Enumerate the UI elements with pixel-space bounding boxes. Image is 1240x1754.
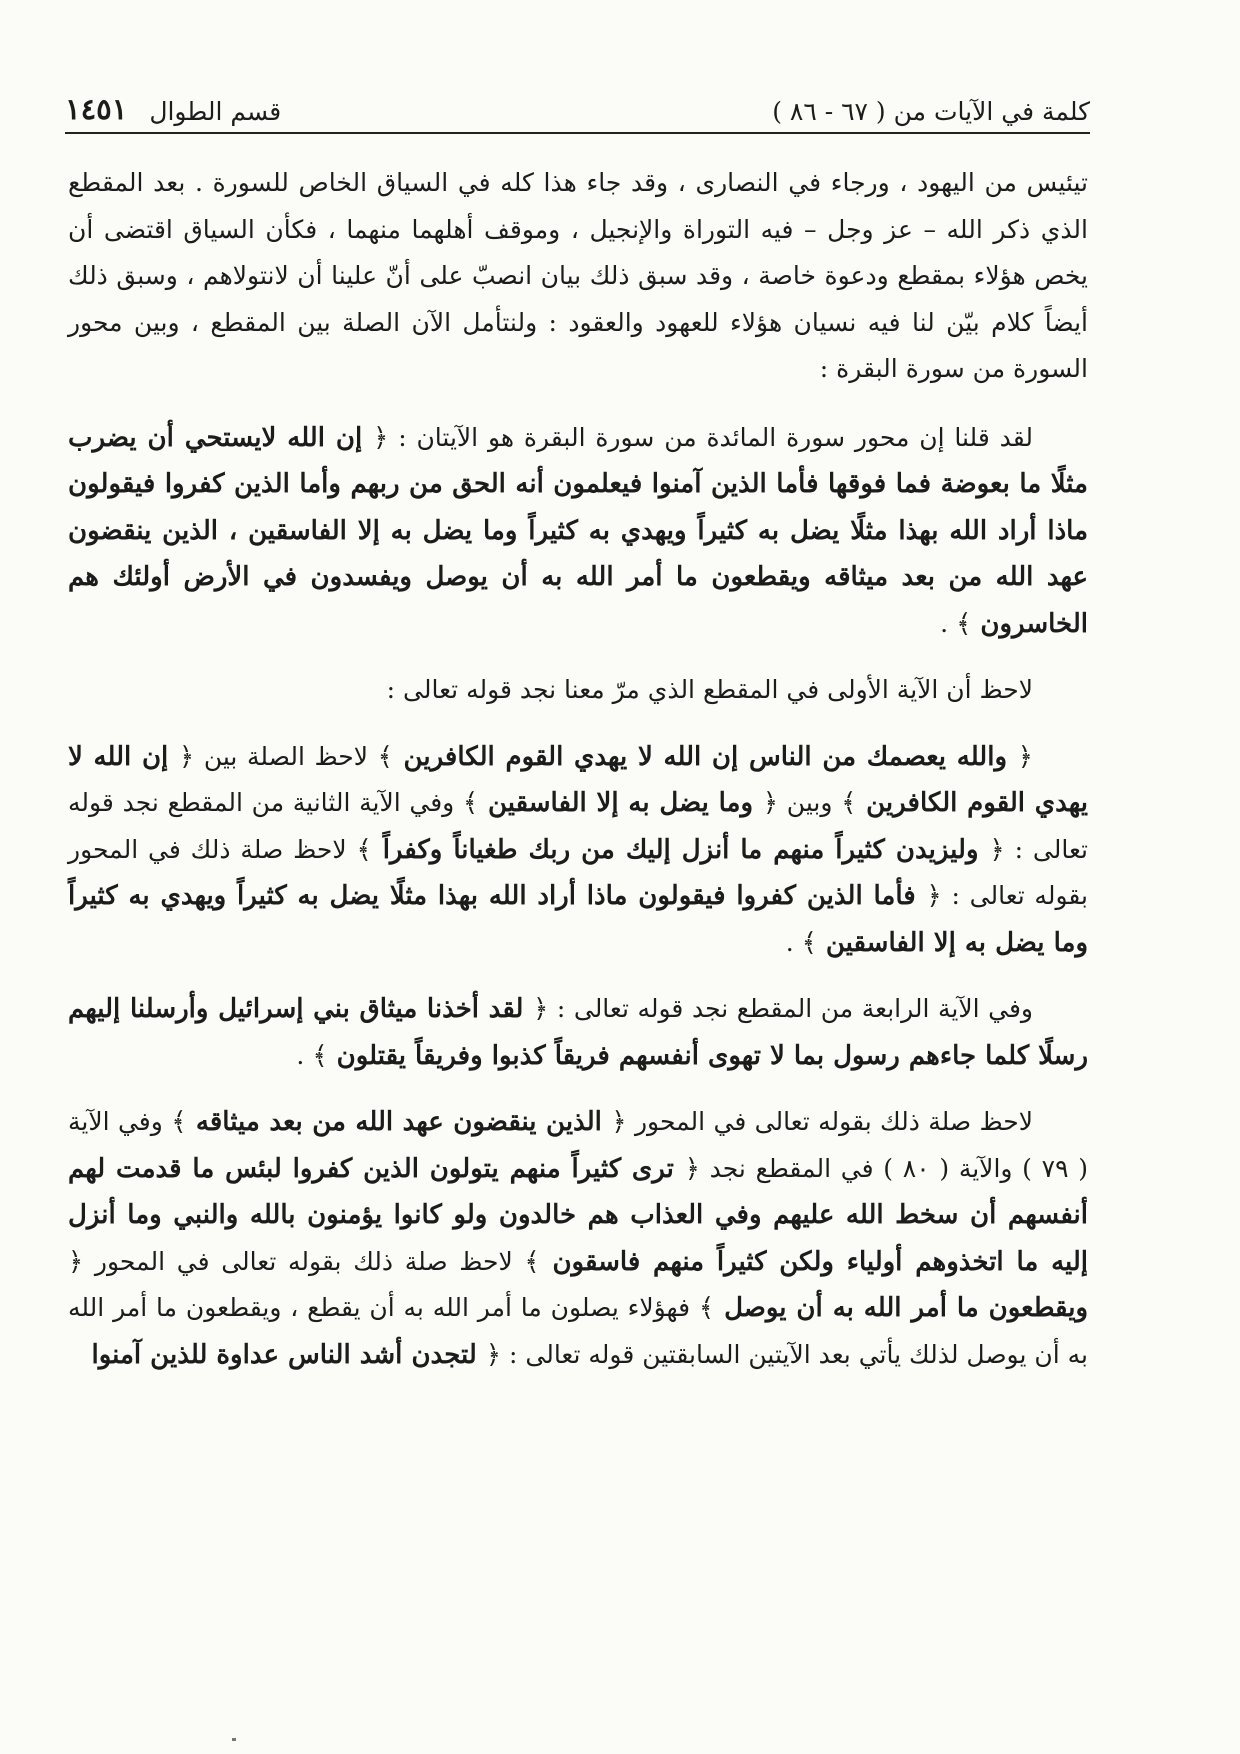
page-number: ١٤٥١ <box>65 92 128 126</box>
ornate-bracket-open: ﴿ <box>1017 741 1033 772</box>
ornate-bracket-close: ﴾ <box>312 1040 328 1071</box>
quran-verse: ﴿ لقد أخذنا ميثاق بني إسرائيل وأرسلنا إليهم رسلًا كلما جاءهم رسول بما لا تهوى أنفسهم فريقاً كذبوا وفريقاً يقتلون ﴾ <box>68 994 1088 1071</box>
running-title: كلمة في الآيات من ( ٦٧ - ٨٦ ) <box>772 97 1090 126</box>
ornate-bracket-close: ﴾ <box>956 608 972 639</box>
ornate-bracket-open: ﴿ <box>373 422 389 453</box>
body-text: وبين <box>778 788 842 817</box>
ornate-bracket-open: ﴿ <box>485 1339 502 1370</box>
body-text: وفي الآية الثانية من المقطع نجد قوله تعالى : <box>68 788 1088 864</box>
ornate-bracket-open: ﴿ <box>611 1107 627 1137</box>
page-header <box>65 82 1090 126</box>
quran-verse: ﴿ وليزيدن كثيراً منهم ما أنزل إليك من ربك طغياناً وكفراً ﴾ <box>356 834 1005 865</box>
ornate-bracket-close: ﴾ <box>377 741 393 772</box>
ornate-bracket-close: ﴾ <box>841 788 857 818</box>
ornate-bracket-close: ﴾ <box>698 1293 715 1323</box>
page-body <box>68 160 1088 1398</box>
body-text: لاحظ أن الآية الأولى في المقطع الذي مرّ معنا نجد قوله تعالى : <box>386 675 1033 704</box>
body-text: لاحظ صلة ذلك بقوله تعالى في المحور <box>83 1246 525 1276</box>
ornate-bracket-open: ﴿ <box>989 834 1005 865</box>
paragraph-5 <box>68 986 1088 1079</box>
paragraph-1 <box>68 160 1088 393</box>
ornate-bracket-open: ﴿ <box>68 1246 84 1277</box>
body-text: لاحظ الصلة بين <box>194 741 378 771</box>
ornate-bracket-close: ﴾ <box>171 1107 187 1137</box>
body-text: تيئيس من اليهود ، ورجاء في النصارى ، وقد جاء هذا كله في السياق الخاص للسورة . بعد المقطع الذي ذكر الله – عز وجل – فيه التوراة والإنجيل ، وموقف أهلهما منهما ، فكأن السياق اقتضى أن يخص هؤلاء بمقطع ودعوة خاصة ، وقد سبق ذلك بيان انصبّ على أنّ علينا أن لانتولاهم ، وسبق ذلك أيضاً كلام بيّن لنا فيه نسيان هؤلاء للعهود والعقود : ولنتأمل الآن الصلة بين المقطع ، وبين محور السورة من سورة البقرة : <box>68 168 1088 383</box>
ornate-bracket-close: ﴾ <box>462 788 479 818</box>
ornate-bracket-open: ﴿ <box>926 881 942 911</box>
quran-verse: ﴿ ويقطعون ما أمر الله به أن يوصل ﴾ <box>68 1246 1088 1323</box>
body-text: فهؤلاء يصلون ما أمر الله به أن يقطع ، ويقطعون ما أمر الله به أن يوصل لذلك يأتي بعد الآيتين السابقتين قوله تعالى : <box>68 1293 1088 1369</box>
header-rule <box>65 132 1090 134</box>
quran-verse: ﴿ ترى كثيراً منهم يتولون الذين كفروا لبئس ما قدمت لهم أنفسهم أن سخط الله عليهم وفي العذاب هم خالدون ولو كانوا يؤمنون بالله والنبي وما أنزل إليه ما اتخذوهم أولياء ولكن كثيراً منهم فاسقون ﴾ <box>68 1153 1089 1277</box>
body-text: لقد قلنا إن محور سورة المائدة من سورة البقرة هو الآيتان : <box>388 422 1033 452</box>
quran-verse: ﴿ إن الله لا يهدي القوم الكافرين ﴾ <box>68 741 1089 818</box>
ornate-bracket-open: ﴿ <box>762 788 779 818</box>
scan-speck <box>232 1738 236 1741</box>
body-text: لاحظ صلة ذلك بقوله تعالى في المحور <box>626 1107 1033 1136</box>
ornate-bracket-close: ﴾ <box>801 927 817 958</box>
quran-verse: ﴿ فأما الذين كفروا فيقولون ماذا أراد الله بهذا مثلًا يضل به كثيراً ويهدي به كثيراً وما يضل به إلا الفاسقين ﴾ <box>68 881 1088 958</box>
body-text: . <box>785 927 802 957</box>
section-name: قسم الطوال <box>149 97 282 126</box>
paragraph-3 <box>68 667 1088 714</box>
body-text: لاحظ صلة ذلك في المحور بقوله تعالى : <box>68 834 1088 910</box>
ornate-bracket-open: ﴿ <box>684 1153 700 1184</box>
body-text: . <box>296 1040 313 1070</box>
ornate-bracket-open: ﴿ <box>533 994 549 1024</box>
paragraph-2 <box>68 415 1088 648</box>
ornate-bracket-close: ﴾ <box>356 834 372 865</box>
ornate-bracket-open: ﴿ <box>179 741 195 772</box>
body-text: وفي الآية ( ٧٩ ) والآية ( ٨٠ ) في المقطع نجد <box>68 1107 1088 1183</box>
header-left-group <box>65 92 281 126</box>
quran-verse: ﴿ وما يضل به إلا الفاسقين ﴾ <box>462 788 779 818</box>
ornate-bracket-close: ﴾ <box>524 1246 540 1277</box>
paragraph-4 <box>68 734 1088 967</box>
quran-verse: ﴿ إن الله لايستحي أن يضرب مثلًا ما بعوضة فما فوقها فأما الذين آمنوا فيعلمون أنه الحق من ربهم وأما الذين كفروا فيقولون ماذا أراد الله بهذا مثلًا يضل به كثيراً ويهدي به كثيراً وما يضل به إلا الفاسقين ، الذين ينقضون عهد الله من بعد ميثاقه ويقطعون ما أمر الله به أن يوصل ويفسدون في الأرض أولئك هم الخاسرون ﴾ <box>68 422 1088 639</box>
quran-verse: ﴿ الذين ينقضون عهد الله من بعد ميثاقه ﴾ <box>171 1107 627 1137</box>
paragraph-6 <box>68 1099 1088 1378</box>
quran-verse: ﴿ والله يعصمك من الناس إن الله لا يهدي القوم الكافرين ﴾ <box>377 741 1033 772</box>
body-text: . <box>940 608 957 638</box>
body-text: وفي الآية الرابعة من المقطع نجد قوله تعالى : <box>548 994 1034 1023</box>
quran-verse: ﴿ لتجدن أشد الناس عداوة للذين آمنوا <box>91 1339 502 1370</box>
